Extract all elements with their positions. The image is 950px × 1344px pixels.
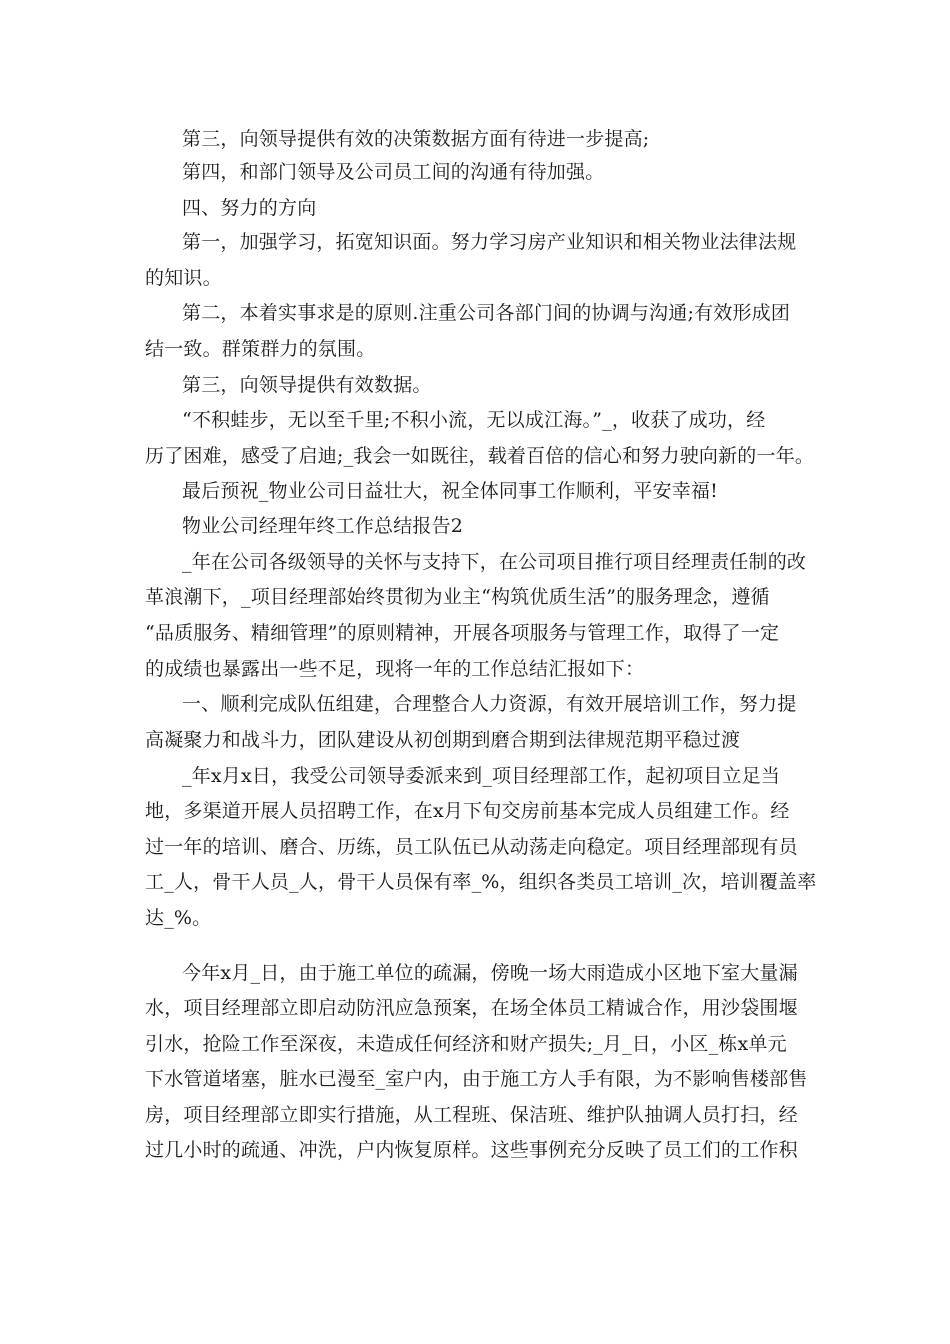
text-line: _年在公司各级领导的关怀与支持下，在公司项目推行项目经理责任制的改 [182, 551, 807, 573]
text-line: 的知识。 [145, 267, 222, 289]
text-line: 过几小时的疏通、冲洗，户内恢复原样。这些事例充分反映了员工们的工作积 [145, 1139, 798, 1161]
text-line: 工_人，骨干人员_人，骨干人员保有率_%，组织各类员工培训_次，培训覆盖率 [145, 871, 817, 893]
section-heading: 四、努力的方向 [182, 197, 317, 219]
text-line: 第三，向领导提供有效数据。 [182, 374, 432, 396]
text-line: 最后预祝_物业公司日益壮大，祝全体同事工作顺利，平安幸福! [182, 480, 718, 502]
text-line: 第二，本着实事求是的原则.注重公司各部门间的协调与沟通;有效形成团 [182, 302, 791, 324]
text-line: _年x月x日，我受公司领导委派来到_项目经理部工作，起初项目立足当 [182, 765, 781, 787]
text-line: 地，多渠道开展人员招聘工作，在x月下旬交房前基本完成人员组建工作。经 [145, 800, 790, 822]
text-line: 房，项目经理部立即实行措施，从工程班、保洁班、维护队抽调人员打扫，经 [145, 1104, 798, 1126]
text-line: 高凝聚力和战斗力，团队建设从初创期到磨合期到法律规范期平稳过渡 [145, 729, 741, 751]
text-line: 下水管道堵塞，脏水已漫至_室户内，由于施工方人手有限，为不影响售楼部售 [145, 1068, 808, 1090]
text-line: 第一，加强学习，拓宽知识面。努力学习房产业知识和相关物业法律法规 [182, 231, 797, 253]
text-line: 第四，和部门领导及公司员工间的沟通有待加强。 [182, 161, 605, 183]
text-line: 的成绩也暴露出一些不足，现将一年的工作总结汇报如下： [145, 658, 645, 680]
report-title: 物业公司经理年终工作总结报告2 [182, 515, 464, 537]
text-line: “品质服务、精细管理”的原则精神，开展各项服务与管理工作，取得了一定 [145, 622, 780, 644]
text-line: 过一年的培训、磨合、历练，员工队伍已从动荡走向稳定。项目经理部现有员 [145, 836, 798, 858]
text-line: 革浪潮下，_项目经理部始终贯彻为业主“构筑优质生活”的服务理念，遵循 [145, 586, 770, 608]
text-line: 历了困难，感受了启迪;_我会一如既往，载着百倍的信心和努力驶向新的一年。 [145, 445, 815, 467]
text-line: 引水，抢险工作至深夜，未造成任何经济和财产损失;_月_日，小区_栋x单元 [145, 1033, 787, 1055]
section-heading: 一、顺利完成队伍组建，合理整合人力资源，有效开展培训工作，努力提 [182, 693, 797, 715]
text-line: “不积蛙步，无以至千里;不积小流，无以成江海。”_，收获了成功，经 [182, 409, 766, 431]
text-line: 今年x月_日，由于施工单位的疏漏，傍晚一场大雨造成小区地下室大量漏 [182, 962, 798, 984]
text-line: 达_%。 [145, 907, 212, 929]
text-line: 水，项目经理部立即启动防汛应急预案，在场全体员工精诚合作，用沙袋围堰 [145, 997, 798, 1019]
text-line: 结一致。群策群力的氛围。 [145, 338, 376, 360]
text-line: 第三，向领导提供有效的决策数据方面有待进一步提高; [182, 128, 650, 150]
